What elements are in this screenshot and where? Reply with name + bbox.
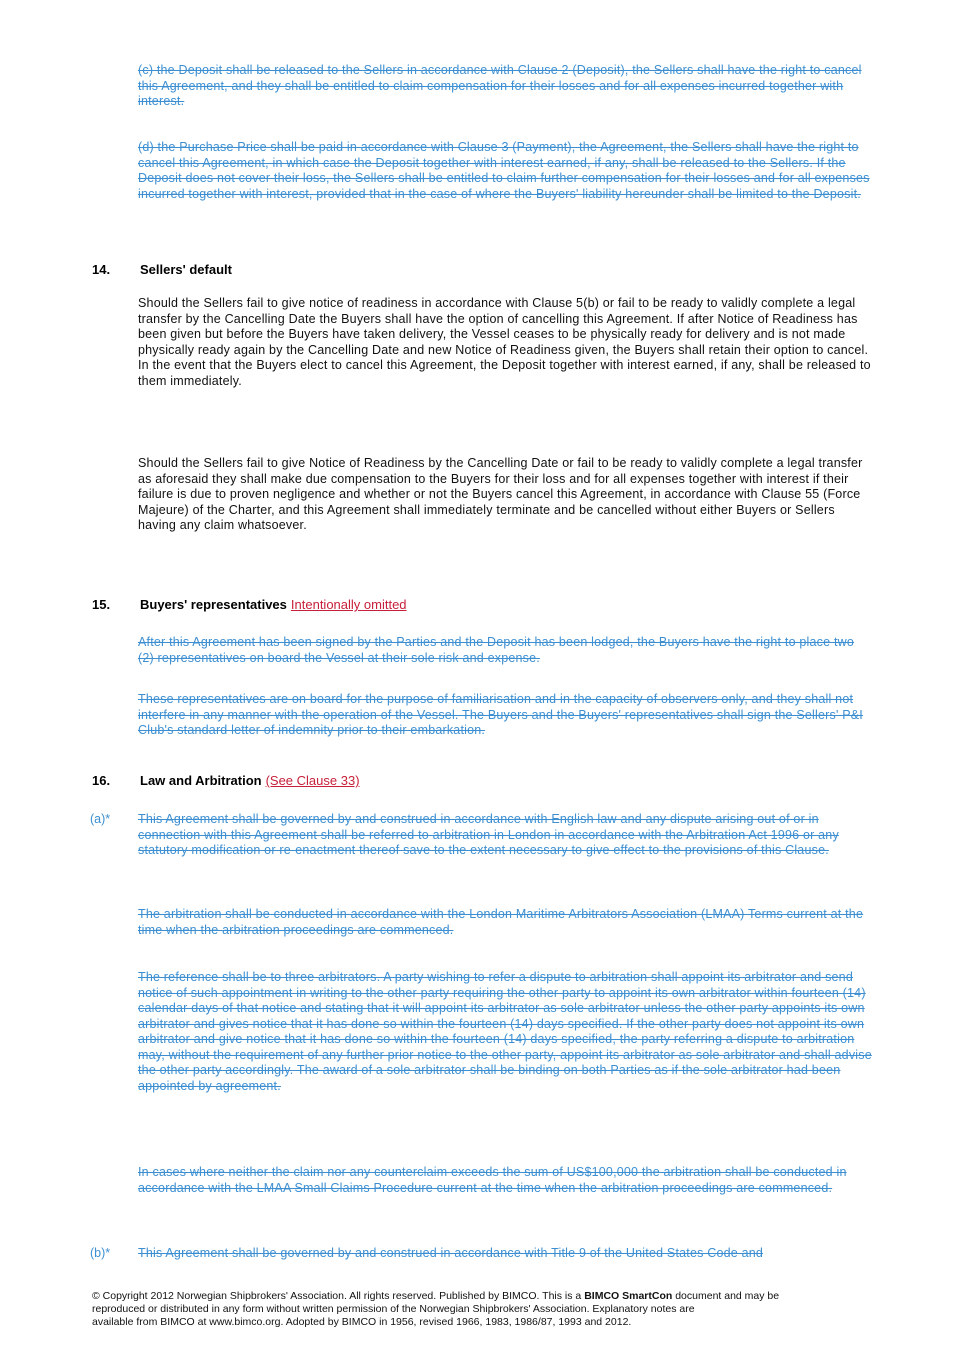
clause-16a-paragraph-1: This Agreement shall be governed by and construed in accordance with English law and any dispute arising out of or in connection with this Agreement shall be referred to arbitration in London in accordance with the Arbitration Act 1996 or any statutory modification or re-enactment thereof save to the extent necessary to give effect to the provisions of this Clause. [138,812,839,857]
footer-text: © Copyright 2012 Norwegian Shipbrokers' Association. All rights reserved. Published by BIMCO. This is a [92,1290,582,1302]
clause-cross-reference: (See Clause 33) [265,773,360,788]
clause-13-paragraph-d: (d) the Purchase Price shall be paid in accordance with Clause 3 (Payment), the Agreement, the Sellers shall have the right to cancel this Agreement, in which case the Deposit together with interest earned, if any, shall be released to the Sellers. If the Deposit does not cover their loss, the Sellers shall be entitled to claim further compensation for their losses and for all expenses incurred together with interest, provided that in the case of where the Buyers' liability hereunder shall be limited to the Deposit. [138,140,870,201]
footer-brand: BIMCO SmartCon [584,1290,673,1302]
clause-title: Buyers' representatives [140,597,287,612]
footer-line-1 [92,1290,882,1303]
clause-16b-paragraph-1: This Agreement shall be governed by and construed in accordance with Title 9 of the United States Code and [138,1246,764,1260]
clause-15-paragraph-1: After this Agreement has been signed by the Parties and the Deposit has been lodged, the Buyers have the right to place two (2) representatives on board the Vessel at their sole risk and expense. [138,635,855,665]
clause-16a-paragraph-2: The arbitration shall be conducted in accordance with the London Maritime Arbitrators Association (LMAA) Terms current at the time when the arbitration proceedings are commenced. [138,907,864,937]
subclause-a-label: (a)* [90,812,111,826]
footer-line-3: available from BIMCO at www.bimco.org. Adopted by BIMCO in 1956, revised 1966, 1983, 1986/87, 1993 and 2012. [92,1316,632,1328]
clause-title-wrap [140,773,360,788]
clause-title-wrap [140,597,407,612]
clause-15-paragraph-2: These representatives are on board for the purpose of familiarisation and in the capacity of observers only, and they shall not interfere in any manner with the operation of the Vessel. The Buyers and the Buyers' representatives shall sign the Sellers' P&I Club's standard letter of indemnity prior to their embarkation. [138,692,863,737]
clause-amendment-note: Intentionally omitted [290,597,407,612]
subclause-b-label: (b)* [90,1246,111,1260]
clause-14-paragraph-1: Should the Sellers fail to give notice of readiness in accordance with Clause 5(b) or fail to be ready to validly complete a legal transfer by the Cancelling Date the Buyers shall have the option of cancelling this Agreement. If after Notice of Readiness has been given but before the Buyers have taken delivery, the Vessel ceases to be physically ready for delivery and is not made physically ready again by the Cancelling Date and new Notice of Readiness given, the Buyers shall retain their option to cancel. In the event that the Buyers elect to cancel this Agreement, the Deposit together with interest earned, if any, shall be released to them immediately. [138,296,871,388]
clause-number: 14. [92,262,111,277]
clause-16a-paragraph-4: In cases where neither the claim nor any counterclaim exceeds the sum of US$100,000 the arbitration shall be conducted in accordance with the LMAA Small Claims Procedure current at the time when the arbitration proceedings are commenced. [138,1165,847,1195]
clause-title: Sellers' default [140,262,232,277]
clause-16a-paragraph-3: The reference shall be to three arbitrators. A party wishing to refer a dispute to arbitration shall appoint its arbitrator and send notice of such appointment in writing to the other party requiring the other party to appoint its own arbitrator within fourteen (14) calendar days of that notice and stating that it will appoint its arbitrator as sole arbitrator unless the other party appoints its own arbitrator and gives notice that it has done so within the fourteen (14) days specified. If the other party does not appoint its own arbitrator and give notice that it has done so within the fourteen (14) days specified, the party referring a dispute to arbitration may, without the requirement of any further prior notice to the other party, appoint its arbitrator as sole arbitrator and shall advise the other party accordingly. The award of a sole arbitrator shall be binding on both Parties as if the sole arbitrator had been appointed by agreement. [138,970,872,1093]
copyright-footer [92,1290,882,1329]
clause-number: 15. [92,597,111,612]
footer-text: document and may be [675,1290,780,1302]
clause-number: 16. [92,773,111,788]
clause-13-paragraph-c: (c) the Deposit shall be released to the Sellers in accordance with Clause 2 (Deposit), the Sellers shall have the right to cancel this Agreement, and they shall be entitled to claim compensation for their losses and for all expenses incurred together with interest. [138,63,862,108]
clause-title: Law and Arbitration [140,773,262,788]
clause-14-paragraph-2: Should the Sellers fail to give Notice of Readiness by the Cancelling Date or fail to be ready to validly complete a legal transfer as aforesaid they shall make due compensation to the Buyers for their loss and for all expenses together with interest if their failure is due to proven negligence and whether or not the Buyers cancel this Agreement, in accordance with Clause 55 (Force Majeure) of the Charter, and this Agreement shall immediately terminate and be cancelled without either Buyers or Sellers having any claim whatsoever. [138,456,863,532]
footer-line-2: reproduced or distributed in any form without written permission of the Norwegian Shipbrokers' Association. Explanatory notes are [92,1303,695,1315]
